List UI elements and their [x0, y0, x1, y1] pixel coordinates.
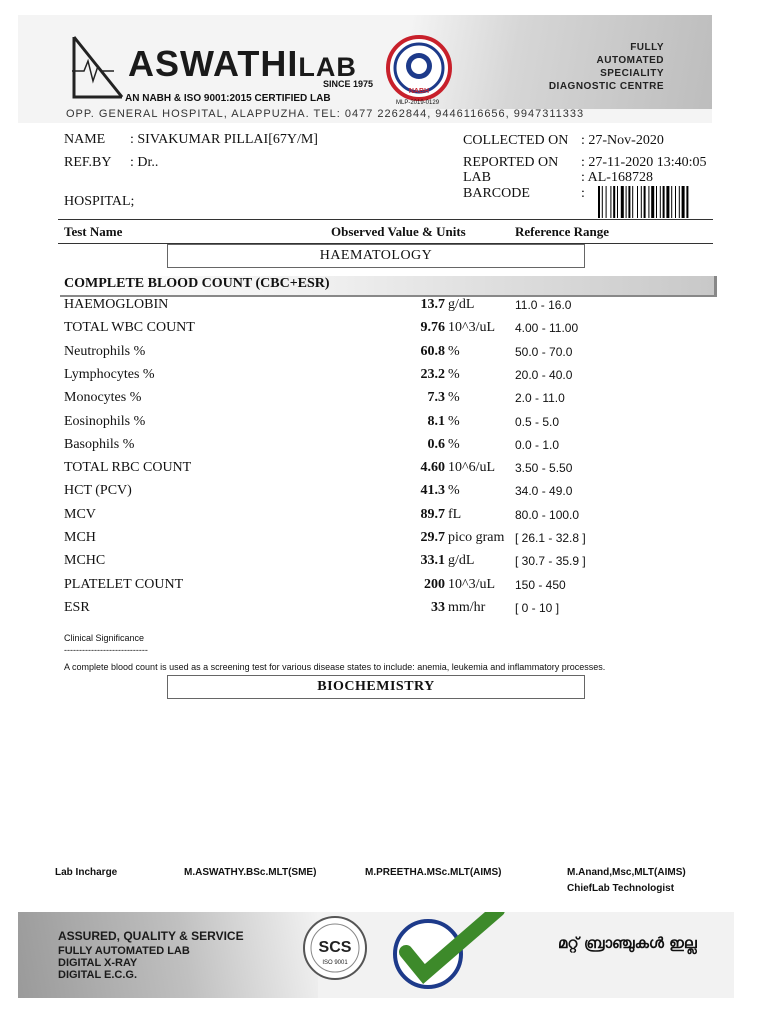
lab-label: LAB: [463, 170, 491, 185]
observed-value: 4.60: [420, 460, 445, 476]
test-name: MCV: [64, 506, 96, 522]
reference-range: 34.0 - 49.0: [515, 484, 573, 499]
table-row: [0, 320, 768, 342]
reference-range: [ 30.7 - 35.9 ]: [515, 554, 586, 569]
table-row: [0, 344, 768, 366]
test-name: Neutrophils %: [64, 343, 146, 359]
observed-value: 7.3: [427, 390, 445, 406]
table-row: [0, 437, 768, 459]
reference-range: 150 - 450: [515, 577, 566, 592]
reference-range: 50.0 - 70.0: [515, 344, 573, 359]
barcode-label: BARCODE: [463, 186, 530, 201]
nabh-label: NABH: [408, 88, 430, 95]
table-row: [0, 390, 768, 412]
unit: pico gram: [448, 530, 505, 545]
observed-value: 33: [431, 599, 445, 615]
brand-name: ASWATHILAB: [128, 43, 357, 84]
ref-label: REF.BY: [64, 155, 112, 170]
test-name: Basophils %: [64, 436, 135, 452]
unit: %: [448, 390, 460, 406]
unit: %: [448, 366, 460, 382]
hospital-label: HOSPITAL;: [64, 194, 135, 209]
table-row: [0, 600, 768, 622]
test-name: MCHC: [64, 553, 106, 569]
signature-2: M.PREETHA.MSc.MLT(AIMS): [365, 867, 502, 878]
col-reference-range: Reference Range: [515, 224, 609, 239]
reference-range: 3.50 - 5.50: [515, 461, 573, 476]
test-name: PLATELET COUNT: [64, 576, 184, 592]
observed-value: 9.76: [420, 320, 445, 336]
test-name: Monocytes %: [64, 390, 142, 406]
clinical-text: A complete blood count is used as a screening test for various disease states to include: anemia, leukemia and inflammatory processes.: [64, 662, 606, 672]
nabh-code: MLP-2019-0129: [396, 100, 440, 106]
table-row: [0, 577, 768, 599]
reference-range: 0.5 - 5.0: [515, 414, 560, 429]
lab-logo-icon: [68, 31, 128, 103]
signature-3-title: ChiefLab Technologist: [567, 883, 675, 894]
unit: %: [448, 483, 460, 499]
footer-services: ASSURED, QUALITY & SERVICE FULLY AUTOMATED LAB DIGITAL X-RAY DIGITAL E.C.G.: [58, 929, 244, 981]
reference-range: 4.00 - 11.00: [515, 321, 579, 336]
clinical-heading: Clinical Significance: [64, 633, 145, 643]
test-name: ESR: [64, 599, 90, 615]
table-row: [0, 530, 768, 552]
ref-value: : Dr..: [130, 155, 159, 170]
table-row: [0, 507, 768, 529]
certification-label: AN NABH & ISO 9001:2015 CERTIFIED LAB: [125, 93, 331, 104]
observed-value: 60.8: [420, 343, 445, 359]
divider: [58, 219, 713, 220]
observed-value: 200: [424, 576, 445, 592]
test-name: TOTAL RBC COUNT: [64, 460, 192, 476]
col-test-name: Test Name: [64, 224, 123, 239]
iso-text: ISO 9001: [322, 960, 348, 966]
signature-3: M.Anand,Msc,MLT(AIMS): [567, 867, 686, 878]
unit: %: [448, 343, 460, 359]
patient-name: : SIVAKUMAR PILLAI[67Y/M]: [130, 132, 318, 147]
observed-value: 33.1: [420, 553, 445, 569]
table-row: [0, 297, 768, 319]
observed-value: 29.7: [420, 530, 445, 545]
unit: %: [448, 413, 460, 429]
table-row: [0, 483, 768, 505]
cbc-title: COMPLETE BLOOD COUNT (CBC+ESR): [64, 276, 330, 291]
header-banner: [18, 15, 712, 123]
no-branches-text: മറ്റ് ബ്രാഞ്ചുകൾ ഇല്ല: [558, 934, 697, 952]
observed-value: 23.2: [420, 366, 445, 382]
collected-value: : 27-Nov-2020: [581, 133, 664, 148]
section-biochemistry: BIOCHEMISTRY: [167, 675, 585, 699]
observed-value: 8.1: [427, 413, 445, 429]
observed-value: 41.3: [420, 483, 445, 499]
test-name: TOTAL WBC COUNT: [64, 320, 195, 336]
unit: 10^3/uL: [448, 320, 496, 336]
lab-incharge-label: Lab Incharge: [55, 867, 118, 878]
reference-range: 11.0 - 16.0: [515, 298, 572, 312]
observed-value: 0.6: [427, 436, 445, 452]
clinical-divider: ----------------------------: [64, 645, 148, 655]
scs-seal-icon: [300, 912, 370, 984]
name-label: NAME: [64, 132, 106, 147]
reference-range: 20.0 - 40.0: [515, 367, 573, 382]
unit: %: [448, 436, 460, 452]
test-name: Lymphocytes %: [64, 366, 155, 382]
table-row: [0, 553, 768, 575]
reference-range: 80.0 - 100.0: [515, 507, 580, 522]
signature-1: M.ASWATHY.BSc.MLT(SME): [184, 867, 317, 878]
col-observed-value: Observed Value & Units: [331, 224, 466, 239]
footer-banner: [18, 912, 734, 998]
reported-value: : 27-11-2020 13:40:05: [581, 155, 707, 170]
table-row: [0, 460, 768, 482]
table-row: [0, 414, 768, 436]
tagline: FULLY AUTOMATED SPECIALITY DIAGNOSTIC CENTRE: [548, 42, 664, 92]
collected-label: COLLECTED ON: [463, 133, 569, 148]
certified-check-icon: [388, 912, 508, 998]
unit: g/dL: [448, 297, 475, 312]
test-name: Eosinophils %: [64, 413, 146, 429]
reported-label: REPORTED ON: [463, 155, 559, 170]
unit: 10^6/uL: [448, 460, 496, 476]
unit: g/dL: [448, 553, 475, 569]
observed-value: 13.7: [420, 297, 445, 312]
reference-range: 0.0 - 1.0: [515, 437, 560, 452]
section-haematology: HAEMATOLOGY: [167, 244, 585, 268]
test-name: HCT (PCV): [64, 483, 132, 499]
reference-range: [ 26.1 - 32.8 ]: [515, 531, 586, 545]
unit: fL: [448, 506, 462, 522]
lab-value: : AL-168728: [581, 170, 653, 185]
test-name: MCH: [64, 530, 96, 545]
reference-range: [ 0 - 10 ]: [515, 600, 560, 615]
unit: mm/hr: [448, 599, 486, 615]
unit: 10^3/uL: [448, 576, 496, 592]
nabh-logo-icon: [386, 35, 452, 101]
observed-value: 89.7: [420, 506, 445, 522]
barcode-icon: [598, 186, 730, 218]
barcode-colon: :: [581, 186, 585, 201]
reference-range: 2.0 - 11.0: [515, 391, 565, 406]
scs-text: SCS: [318, 939, 352, 956]
test-name: HAEMOGLOBIN: [64, 297, 169, 312]
lab-address: OPP. GENERAL HOSPITAL, ALAPPUZHA. TEL: 0477 2262844, 9446116656, 9947311333: [66, 108, 585, 120]
table-row: [0, 367, 768, 389]
since-label: SINCE 1975: [323, 79, 374, 89]
